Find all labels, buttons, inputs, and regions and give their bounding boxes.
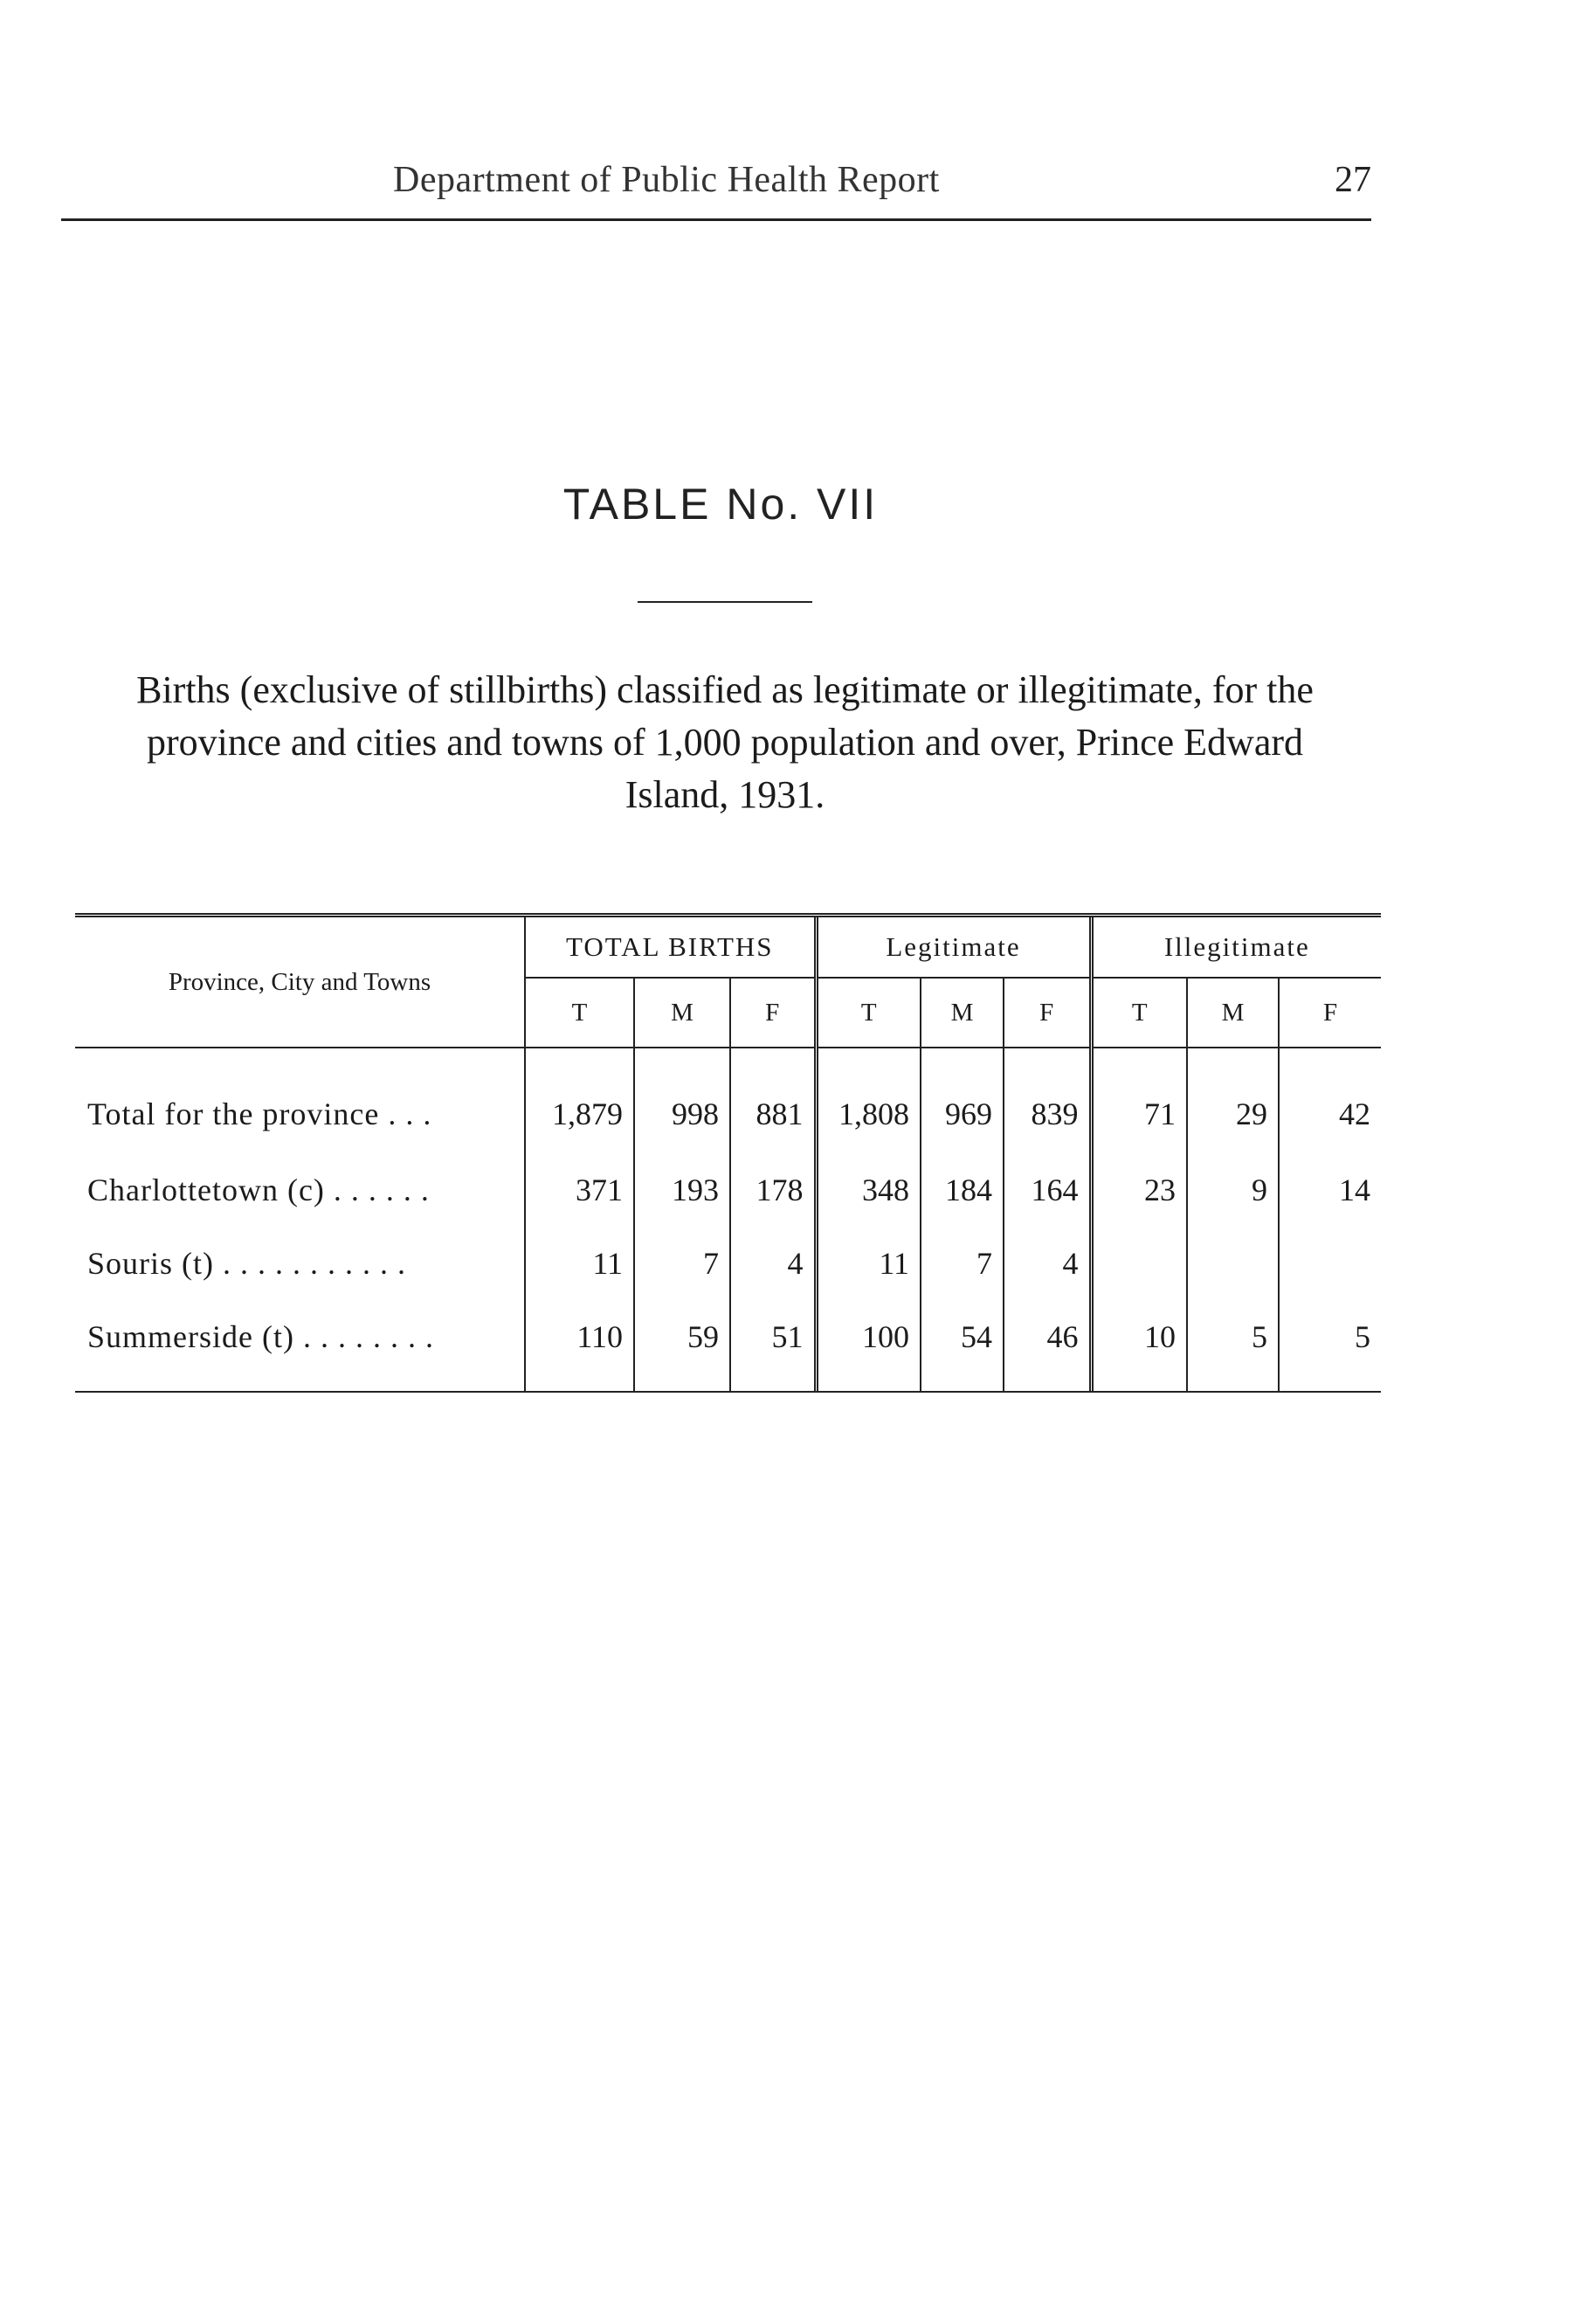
cell: 59 (634, 1300, 730, 1391)
cell: 881 (730, 1048, 816, 1153)
group-header-total: TOTAL BIRTHS (525, 917, 816, 978)
cell: 184 (921, 1153, 1004, 1227)
table-row (75, 1048, 1381, 1153)
subheader-total-m: M (634, 978, 730, 1048)
subheader-total-t: T (525, 978, 634, 1048)
cell: 100 (816, 1300, 921, 1391)
cell: 371 (525, 1153, 634, 1227)
cell: 10 (1091, 1300, 1187, 1391)
table-row (75, 1300, 1381, 1391)
table-row (75, 1227, 1381, 1300)
births-table (75, 913, 1381, 1393)
row-label: Souris (t) . . . . . . . . . . . (87, 1246, 406, 1281)
cell: 54 (921, 1300, 1004, 1391)
cell: 839 (1004, 1048, 1091, 1153)
table-row (75, 1153, 1381, 1227)
table-caption: Births (exclusive of stillbirths) classified as legitimate or illegitimate, for the province and cities and towns of 1,000 population and over, Prince Edward Island, 1931. (136, 668, 1314, 816)
cell: 348 (816, 1153, 921, 1227)
title-rule (638, 601, 812, 603)
cell: 4 (730, 1227, 816, 1300)
cell: 51 (730, 1300, 816, 1391)
subheader-total-f: F (730, 978, 816, 1048)
cell: 164 (1004, 1153, 1091, 1227)
group-header-illegitimate: Illegitimate (1091, 917, 1381, 978)
cell: 998 (634, 1048, 730, 1153)
cell: 969 (921, 1048, 1004, 1153)
cell: 7 (921, 1227, 1004, 1300)
subheader-illegit-t: T (1091, 978, 1187, 1048)
cell: 29 (1187, 1048, 1279, 1153)
cell: 1,879 (525, 1048, 634, 1153)
page-number: 27 (1335, 160, 1371, 200)
cell (1187, 1227, 1279, 1300)
subheader-legit-t: T (816, 978, 921, 1048)
cell: 110 (525, 1300, 634, 1391)
cell: 14 (1279, 1153, 1381, 1227)
running-header (61, 156, 1371, 221)
cell: 42 (1279, 1048, 1381, 1153)
header-title: Department of Public Health Report (393, 160, 940, 200)
subheader-illegit-m: M (1187, 978, 1279, 1048)
subheader-illegit-f: F (1279, 978, 1381, 1048)
cell: 9 (1187, 1153, 1279, 1227)
cell (1091, 1227, 1187, 1300)
subheader-legit-f: F (1004, 978, 1091, 1048)
cell: 46 (1004, 1300, 1091, 1391)
cell: 1,808 (816, 1048, 921, 1153)
cell: 71 (1091, 1048, 1187, 1153)
cell: 178 (730, 1153, 816, 1227)
cell: 5 (1279, 1300, 1381, 1391)
cell: 193 (634, 1153, 730, 1227)
cell: 23 (1091, 1153, 1187, 1227)
cell: 11 (525, 1227, 634, 1300)
table-title: TABLE No. VII (562, 480, 879, 529)
row-label: Total for the province . . . (87, 1096, 432, 1131)
stub-header: Province, City and Towns (75, 917, 525, 1048)
cell: 5 (1187, 1300, 1279, 1391)
cell: 4 (1004, 1227, 1091, 1300)
cell: 11 (816, 1227, 921, 1300)
row-label: Charlottetown (c) . . . . . . (87, 1172, 430, 1207)
subheader-legit-m: M (921, 978, 1004, 1048)
row-label: Summerside (t) . . . . . . . . (87, 1319, 434, 1354)
cell: 7 (634, 1227, 730, 1300)
cell (1279, 1227, 1381, 1300)
group-header-legitimate: Legitimate (816, 917, 1091, 978)
